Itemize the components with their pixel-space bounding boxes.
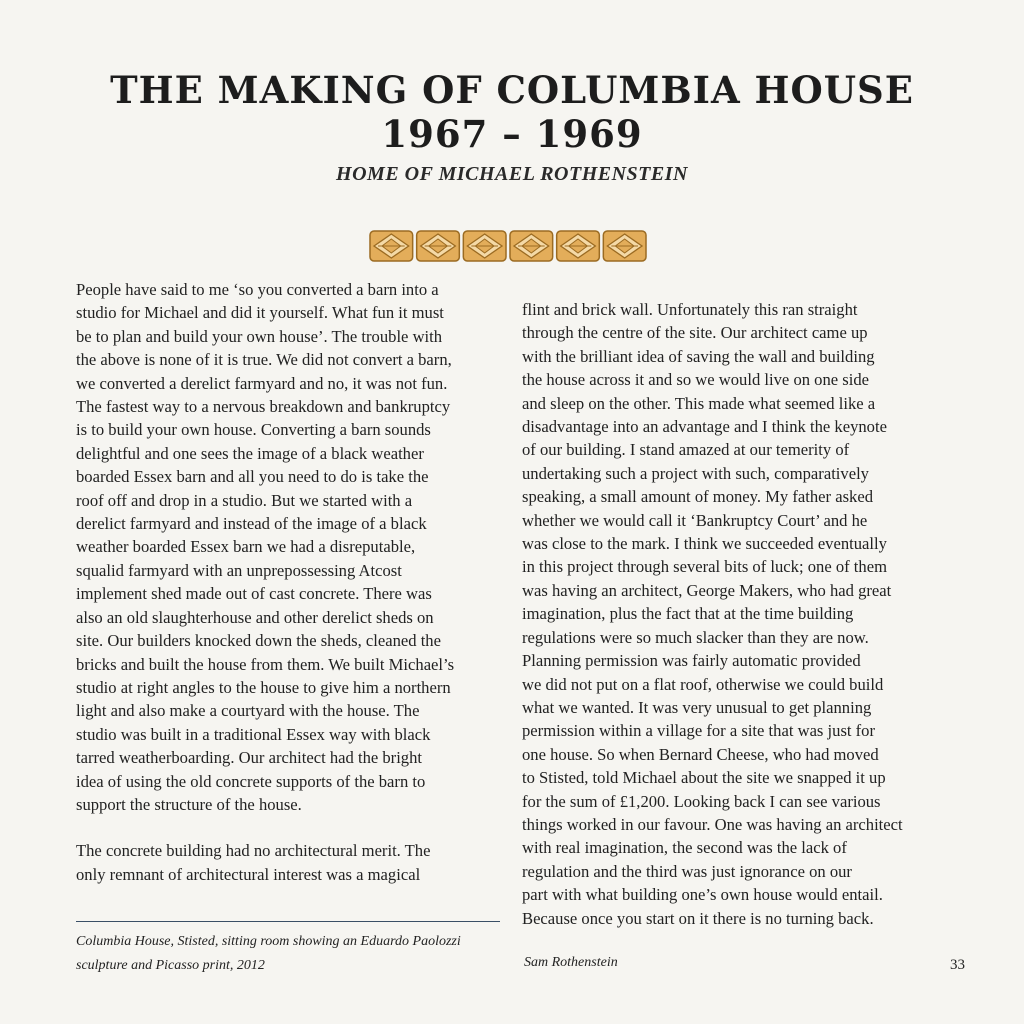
title-line-1: THE MAKING OF COLUMBIA HOUSE xyxy=(110,68,914,112)
text-line: was having an architect, George Makers, who had great xyxy=(522,580,892,600)
left-column xyxy=(76,278,508,886)
paragraph-1 xyxy=(76,278,508,816)
text-line: The concrete building had no architectural merit. The xyxy=(76,841,431,861)
text-line: regulations were so much slacker than they are now. xyxy=(522,627,869,647)
text-line: in this project through several bits of luck; one of them xyxy=(522,557,887,577)
text-line: to Stisted, told Michael about the site we snapped it up xyxy=(522,768,886,788)
text-line: only remnant of architectural interest was a magical xyxy=(76,864,421,884)
text-line: things worked in our favour. One was having an architect xyxy=(522,814,903,834)
text-line: was close to the mark. I think we succeeded eventually xyxy=(522,534,887,554)
ornament-tile xyxy=(463,231,506,261)
text-line: is to build your own house. Converting a barn sounds xyxy=(76,420,431,440)
text-line: support the structure of the house. xyxy=(76,794,302,814)
text-line: studio at right angles to the house to give him a northern xyxy=(76,677,451,697)
text-line: we converted a derelict farmyard and no, it was not fun. xyxy=(76,373,448,393)
text-line: bricks and built the house from them. We built Michael’s xyxy=(76,654,455,674)
text-line: The fastest way to a nervous breakdown and bankruptcy xyxy=(76,397,451,417)
text-line: be to plan and build your own house’. The trouble with xyxy=(76,326,443,346)
text-line: one house. So when Bernard Cheese, who had moved xyxy=(522,744,879,764)
title-line-2: 1967 – 1969 xyxy=(381,112,643,156)
text-line: weather boarded Essex barn we had a disreputable, xyxy=(76,537,416,557)
text-line: light and also make a courtyard with the house. The xyxy=(76,701,420,721)
text-line: People have said to me ‘so you converted a barn into a xyxy=(76,280,439,299)
text-line: speaking, a small amount of money. My father asked xyxy=(522,487,873,507)
text-line: we did not put on a flat roof, otherwise we could build xyxy=(522,674,884,694)
page-number: 33 xyxy=(950,957,965,973)
text-line: the above is none of it is true. We did not convert a barn, xyxy=(76,350,452,370)
ornament-tile xyxy=(603,231,646,261)
right-column xyxy=(522,298,962,930)
ornament-tile xyxy=(417,231,460,261)
text-line: imagination, plus the fact that at the time building xyxy=(522,604,854,624)
text-line: whether we would call it ‘Bankruptcy Court’ and he xyxy=(522,510,868,530)
text-line: the house across it and so we would live on one side xyxy=(522,370,870,390)
text-line: for the sum of £1,200. Looking back I can see various xyxy=(522,791,881,811)
text-line: through the centre of the site. Our architect came up xyxy=(522,323,868,343)
text-line: flint and brick wall. Unfortunately this ran straight xyxy=(522,300,858,319)
text-line: disadvantage into an advantage and I think the keynote xyxy=(522,417,887,437)
text-line: also an old slaughterhouse and other derelict sheds on xyxy=(76,607,434,627)
diamond-pattern-ornament-icon xyxy=(368,228,648,264)
text-line: what we wanted. It was very unusual to get planning xyxy=(522,697,872,717)
text-line: undertaking such a project with such, comparatively xyxy=(522,463,869,483)
text-line: permission within a village for a site that was just for xyxy=(522,721,876,741)
text-line: studio was built in a traditional Essex way with black xyxy=(76,724,431,744)
caption-line-1: Columbia House, Stisted, sitting room showing an Eduardo Paolozzi xyxy=(76,934,461,949)
text-line: of our building. I stand amazed at our temerity of xyxy=(522,440,850,460)
text-line: Because once you start on it there is no turning back. xyxy=(522,908,874,928)
text-line: studio for Michael and did it yourself. What fun it must xyxy=(76,303,444,323)
text-line: squalid farmyard with an unprepossessing Atcost xyxy=(76,560,402,580)
caption-line-2: sculpture and Picasso print, 2012 xyxy=(76,958,265,973)
text-line: with the brilliant idea of saving the wall and building xyxy=(522,346,875,366)
text-line: regulation and the third was just ignorance on our xyxy=(522,861,852,881)
ornament-tile xyxy=(510,231,553,261)
text-line: site. Our builders knocked down the sheds, cleaned the xyxy=(76,631,441,651)
text-line: roof off and drop in a studio. But we started with a xyxy=(76,490,413,510)
photo-caption xyxy=(76,930,506,978)
page-subtitle: HOME OF MICHAEL ROTHENSTEIN xyxy=(336,163,688,185)
page-title xyxy=(0,68,1024,156)
text-line: part with what building one’s own house would entail. xyxy=(522,885,883,905)
text-line: boarded Essex barn and all you need to do is take the xyxy=(76,467,429,487)
ornament-tile xyxy=(557,231,600,261)
paragraph-3 xyxy=(522,298,962,930)
text-line: derelict farmyard and instead of the image of a black xyxy=(76,514,427,534)
paragraph-2 xyxy=(76,839,508,886)
caption-divider xyxy=(76,921,500,922)
text-line: tarred weatherboarding. Our architect had the bright xyxy=(76,748,423,768)
ornament-tile xyxy=(370,231,413,261)
text-line: and sleep on the other. This made what seemed like a xyxy=(522,393,876,413)
text-line: implement shed made out of cast concrete. There was xyxy=(76,584,432,604)
paragraph-spacer xyxy=(76,816,508,839)
text-line: idea of using the old concrete supports of the barn to xyxy=(76,771,426,791)
text-line: Planning permission was fairly automatic provided xyxy=(522,651,861,671)
text-line: with real imagination, the second was the lack of xyxy=(522,838,847,858)
author-credit: Sam Rothenstein xyxy=(524,955,618,970)
text-line: delightful and one sees the image of a black weather xyxy=(76,443,424,463)
